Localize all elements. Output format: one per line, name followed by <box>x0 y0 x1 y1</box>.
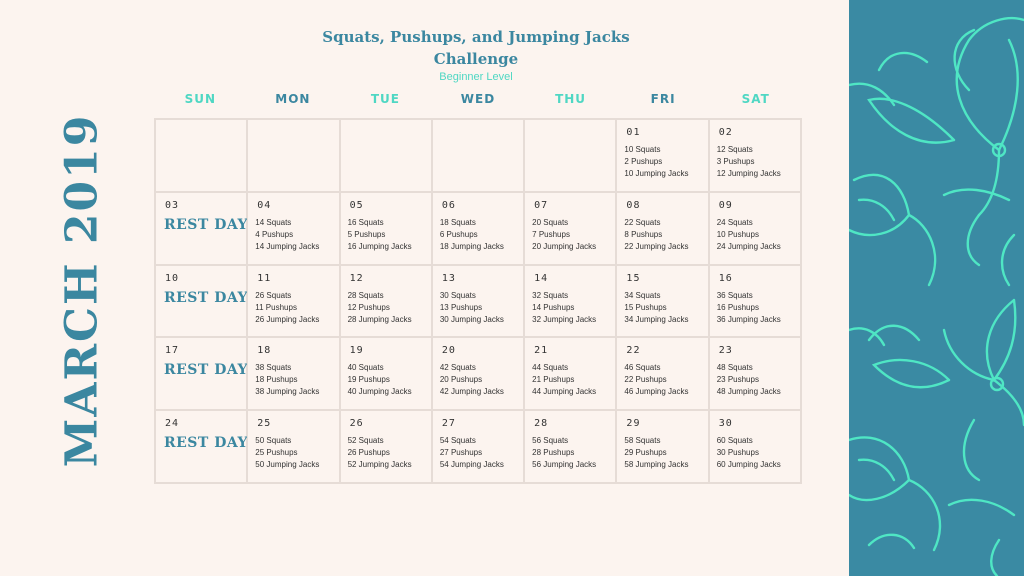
challenge-title-line2: Challenge <box>433 50 519 68</box>
calendar-cell <box>616 265 708 338</box>
exercise-line: 20 Pushups <box>439 375 483 385</box>
day-number: 15 <box>626 272 641 284</box>
exercise-list <box>440 435 504 471</box>
exercise-line: 28 Pushups <box>532 448 575 458</box>
day-number: 14 <box>534 272 549 284</box>
exercise-list <box>348 435 412 471</box>
calendar-cell <box>432 337 524 410</box>
calendar-cell <box>709 119 801 192</box>
exercise-list <box>440 362 504 398</box>
day-number: 23 <box>718 345 733 357</box>
day-number: 04 <box>257 199 272 211</box>
exercise-line: 10 Jumping Jacks <box>624 169 689 178</box>
exercise-line: 50 Jumping Jacks <box>255 460 320 470</box>
exercise-list <box>255 362 319 398</box>
exercise-line: 13 Pushups <box>439 302 483 312</box>
exercise-line: 5 Pushups <box>347 229 386 239</box>
month-title-text: MARCH 2019 <box>56 113 108 467</box>
calendar-cell <box>616 192 708 265</box>
exercise-line: 8 Pushups <box>624 229 663 239</box>
exercise-line: 32 Jumping Jacks <box>532 314 597 324</box>
level-subtitle: Beginner Level <box>439 71 513 83</box>
day-number: 28 <box>534 418 549 430</box>
weekday-tue: TUE <box>370 92 400 106</box>
exercise-list <box>532 362 596 398</box>
exercise-list <box>255 290 319 326</box>
exercise-line: 48 Jumping Jacks <box>716 387 781 397</box>
exercise-line: 29 Pushups <box>624 448 667 458</box>
calendar-cell <box>155 119 247 192</box>
exercise-list <box>717 435 781 471</box>
exercise-line: 20 Squats <box>532 217 569 227</box>
exercise-line: 40 Squats <box>347 363 384 373</box>
challenge-title-line1: Squats, Pushups, and Jumping Jacks <box>322 28 630 46</box>
calendar-cell <box>340 337 432 410</box>
exercise-list <box>255 435 319 471</box>
exercise-line: 36 Jumping Jacks <box>716 314 781 324</box>
calendar-cell <box>432 265 524 338</box>
calendar-cell <box>709 337 801 410</box>
day-number: 30 <box>718 418 733 430</box>
exercise-line: 46 Jumping Jacks <box>624 387 689 397</box>
exercise-line: 48 Squats <box>716 363 753 373</box>
exercise-line: 46 Squats <box>624 363 661 373</box>
calendar-cell <box>340 410 432 483</box>
exercise-line: 14 Squats <box>255 217 292 227</box>
weekday-header-row <box>154 92 802 110</box>
exercise-line: 42 Squats <box>439 363 476 373</box>
rest-day-label: REST DAY <box>164 289 249 306</box>
calendar-cell <box>247 265 339 338</box>
exercise-line: 10 Pushups <box>716 229 759 239</box>
exercise-line: 30 Pushups <box>716 448 759 458</box>
exercise-list <box>532 290 596 326</box>
day-number: 21 <box>534 345 549 357</box>
exercise-line: 58 Jumping Jacks <box>624 460 689 470</box>
exercise-line: 21 Pushups <box>532 375 575 385</box>
exercise-list <box>440 217 504 253</box>
day-number: 07 <box>534 199 549 211</box>
exercise-line: 44 Jumping Jacks <box>532 387 597 397</box>
exercise-line: 44 Squats <box>532 363 569 373</box>
exercise-line: 11 Pushups <box>255 302 297 312</box>
exercise-list <box>348 290 412 326</box>
exercise-line: 27 Pushups <box>439 448 483 458</box>
day-number: 18 <box>257 345 272 357</box>
calendar-cell <box>340 265 432 338</box>
exercise-line: 26 Squats <box>255 290 292 300</box>
calendar-cell <box>155 337 247 410</box>
calendar-cell <box>155 192 247 265</box>
calendar-cell <box>524 192 616 265</box>
exercise-line: 26 Pushups <box>347 448 390 458</box>
day-number: 26 <box>349 418 364 430</box>
calendar-cell <box>247 410 339 483</box>
exercise-line: 54 Squats <box>439 436 476 446</box>
weekday-sun: SUN <box>184 92 216 106</box>
exercise-list <box>717 362 781 398</box>
day-number: 03 <box>165 199 180 211</box>
day-number: 20 <box>441 345 456 357</box>
rest-day-label: REST DAY <box>164 362 249 379</box>
exercise-line: 6 Pushups <box>439 229 478 239</box>
calendar-cell <box>155 265 247 338</box>
day-number: 12 <box>349 272 364 284</box>
exercise-list <box>624 144 688 180</box>
day-number: 24 <box>165 418 180 430</box>
exercise-list <box>624 217 688 253</box>
day-number: 22 <box>626 345 641 357</box>
exercise-line: 14 Pushups <box>532 302 575 312</box>
exercise-list <box>624 362 688 398</box>
exercise-line: 26 Jumping Jacks <box>255 314 320 324</box>
calendar-cell <box>432 119 524 192</box>
exercise-line: 54 Jumping Jacks <box>439 460 504 470</box>
calendar-cell <box>432 410 524 483</box>
day-number: 01 <box>626 127 641 138</box>
day-number: 10 <box>165 272 180 284</box>
weekday-mon: MON <box>275 92 311 106</box>
exercise-line: 19 Pushups <box>347 375 390 385</box>
day-number: 16 <box>718 272 733 284</box>
day-number: 02 <box>718 127 733 138</box>
exercise-line: 20 Jumping Jacks <box>532 241 597 251</box>
day-number: 17 <box>165 345 180 357</box>
exercise-line: 16 Pushups <box>716 302 759 312</box>
day-number: 19 <box>349 345 364 357</box>
exercise-line: 38 Jumping Jacks <box>255 387 320 397</box>
day-number: 11 <box>257 272 272 284</box>
exercise-line: 2 Pushups <box>624 157 663 166</box>
floral-pattern-icon <box>849 0 1024 576</box>
exercise-line: 22 Jumping Jacks <box>624 241 689 251</box>
calendar-cell <box>616 119 708 192</box>
exercise-list <box>532 217 596 253</box>
day-number: 29 <box>626 418 641 430</box>
weekday-sat: SAT <box>741 92 770 106</box>
exercise-list <box>532 435 596 471</box>
exercise-line: 12 Squats <box>716 145 753 154</box>
exercise-line: 12 Jumping Jacks <box>716 169 781 178</box>
exercise-line: 22 Squats <box>624 217 661 227</box>
weekday-fri: FRI <box>650 92 676 106</box>
exercise-line: 25 Pushups <box>255 448 298 458</box>
exercise-line: 30 Jumping Jacks <box>439 314 504 324</box>
calendar-cell <box>709 410 801 483</box>
exercise-line: 28 Jumping Jacks <box>347 314 412 324</box>
exercise-list <box>624 435 688 471</box>
exercise-list <box>717 144 781 180</box>
exercise-line: 12 Pushups <box>347 302 390 312</box>
calendar-cell <box>709 265 801 338</box>
day-number: 27 <box>441 418 456 430</box>
exercise-line: 34 Squats <box>624 290 661 300</box>
calendar-cell <box>247 192 339 265</box>
exercise-list <box>624 290 688 326</box>
calendar-cell <box>524 119 616 192</box>
weekday-wed: WED <box>460 92 496 106</box>
exercise-line: 32 Squats <box>532 290 569 300</box>
exercise-line: 60 Jumping Jacks <box>716 460 781 470</box>
calendar-cell <box>616 410 708 483</box>
exercise-line: 56 Squats <box>532 436 569 446</box>
exercise-line: 58 Squats <box>624 436 661 446</box>
exercise-list <box>255 217 319 253</box>
calendar-cell <box>340 192 432 265</box>
day-number: 05 <box>349 199 364 211</box>
exercise-list <box>348 217 412 253</box>
exercise-line: 23 Pushups <box>716 375 759 385</box>
exercise-line: 30 Squats <box>439 290 476 300</box>
calendar-cell <box>155 410 247 483</box>
exercise-line: 60 Squats <box>716 436 753 446</box>
exercise-line: 38 Squats <box>255 363 292 373</box>
calendar-grid <box>154 118 802 484</box>
exercise-line: 16 Jumping Jacks <box>347 241 412 251</box>
exercise-line: 50 Squats <box>255 436 292 446</box>
day-number: 08 <box>626 199 641 211</box>
calendar-cell <box>524 410 616 483</box>
exercise-line: 28 Squats <box>347 290 384 300</box>
calendar-cell <box>432 192 524 265</box>
decorative-floral-panel <box>849 0 1024 576</box>
exercise-list <box>717 217 781 253</box>
exercise-list <box>440 290 504 326</box>
day-number: 25 <box>257 418 272 430</box>
exercise-line: 52 Jumping Jacks <box>347 460 412 470</box>
day-number: 09 <box>718 199 733 211</box>
exercise-line: 7 Pushups <box>532 229 570 239</box>
rest-day-label: REST DAY <box>164 216 249 233</box>
exercise-line: 24 Jumping Jacks <box>716 241 781 251</box>
calendar-cell <box>247 337 339 410</box>
day-number: 06 <box>441 199 456 211</box>
exercise-line: 34 Jumping Jacks <box>624 314 689 324</box>
exercise-line: 3 Pushups <box>716 157 755 166</box>
weekday-thu: THU <box>555 92 587 106</box>
exercise-line: 42 Jumping Jacks <box>439 387 504 397</box>
exercise-line: 22 Pushups <box>624 375 667 385</box>
day-number: 13 <box>441 272 456 284</box>
exercise-line: 15 Pushups <box>624 302 667 312</box>
exercise-line: 40 Jumping Jacks <box>347 387 412 397</box>
exercise-line: 24 Squats <box>716 217 753 227</box>
exercise-line: 16 Squats <box>347 217 384 227</box>
exercise-list <box>348 362 412 398</box>
exercise-line: 56 Jumping Jacks <box>532 460 597 470</box>
exercise-line: 18 Jumping Jacks <box>439 241 504 251</box>
calendar-cell <box>247 119 339 192</box>
calendar-cell <box>524 337 616 410</box>
exercise-line: 4 Pushups <box>255 229 294 239</box>
month-title <box>52 113 112 467</box>
calendar-cell <box>709 192 801 265</box>
exercise-line: 10 Squats <box>624 145 661 154</box>
exercise-list <box>717 290 781 326</box>
rest-day-label: REST DAY <box>164 435 249 452</box>
calendar-cell <box>340 119 432 192</box>
calendar-cell <box>616 337 708 410</box>
exercise-line: 14 Jumping Jacks <box>255 241 320 251</box>
calendar-cell <box>524 265 616 338</box>
page-header <box>300 26 652 84</box>
exercise-line: 36 Squats <box>716 290 753 300</box>
exercise-line: 18 Pushups <box>255 375 298 385</box>
exercise-line: 18 Squats <box>439 217 476 227</box>
exercise-line: 52 Squats <box>347 436 384 446</box>
